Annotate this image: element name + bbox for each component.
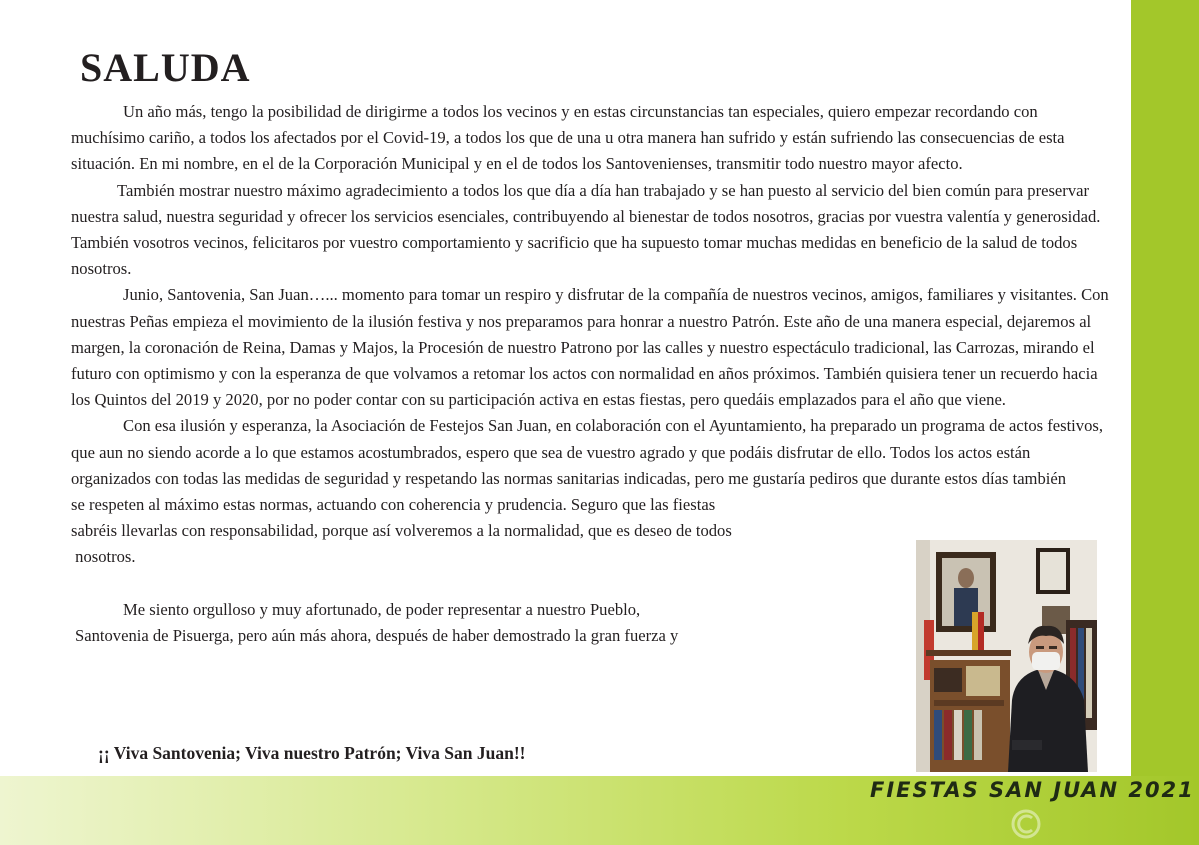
paragraph-2: También mostrar nuestro máximo agradecimiento a todos los que día a día han trabajado y se han puesto al servicio del bien común para preservar nuestra salud, nuestra seguridad y ofrecer los servicios esenciales, contribuyendo al bienestar de todos nosotros, gracias por vuestra valentía y generosidad. También vosotros vecinos, felicitaros por vuestro comportamiento y sacrificio que ha supuesto tomar muchas medidas en beneficio de la salud de todos nosotros. [71, 180, 1101, 279]
paragraph-4-cont-1: se respeten al máximo estas normas, actuando con coherencia y prudencia. Seguro que las fiestas [71, 495, 716, 515]
mayor-photo [916, 540, 1097, 772]
paragraph-3: Junio, Santovenia, San Juan…... momento para tomar un respiro y disfrutar de la compañía de nuestros vecinos, amigos, familiares y visitantes. Con nuestras Peñas empieza el movimiento de la ilusión festiva y nos preparamos para honrar a nuestro Patrón. Este año de una manera especial, dejaremos al margen, la coronación de Reina, Damas y Majos, la Procesión de nuestro Patrono por las calles y nuestro espectáculo tradicional, las Carrozas, mirando el futuro con optimismo y con la esperanza de que volvamos a retomar los actos con normalidad en años próximos. También quisiera tener un recuerdo hacia los Quintos del 2019 y 2020, por no poder contar con su participación activa en estas fiestas, pero quedáis emplazados para el año que viene. [71, 285, 1109, 410]
closing-cheer: ¡¡ Viva Santovenia; Viva nuestro Patrón; Viva San Juan!! [98, 743, 526, 763]
paragraph-4: Con esa ilusión y esperanza, la Asociación de Festejos San Juan, en colaboración con el Ayuntamiento, ha preparado un programa de actos festivos, que aun no siendo acorde a lo que estamos acostumbrados, espero que sea de vuestro agrado y que podáis disfrutar de ello. Todos los actos están organizados con todas las medidas de seguridad y respetando las normas sanitarias indicadas, pero me gustaría pediros que durante estos días también [71, 416, 1103, 488]
paragraph-4-cont-3: nosotros. [71, 547, 136, 567]
paragraph-5: Me siento orgulloso y muy afortunado, de poder representar a nuestro Pueblo, [123, 599, 641, 619]
page-title: SALUDA [80, 45, 251, 90]
faint-watermark-logo-icon [1010, 808, 1042, 840]
paragraph-5-cont: Santovenia de Pisuerga, pero aún más ahora, después de haber demostrado la gran fuerza y [75, 625, 679, 645]
paragraph-4-cont-2: sabréis llevarlas con responsabilidad, porque así volveremos a la normalidad, que es deseo de todos [71, 521, 732, 541]
right-accent-bar [1131, 0, 1199, 845]
paragraph-1: Un año más, tengo la posibilidad de dirigirme a todos los vecinos y en estas circunstancias tan especiales, quiero empezar recordando con muchísimo cariño, a todos los afectados por el Covid-19, a todos los que de una u otra manera han sufrido y están sufriendo las consecuencias de esta situación. En mi nombre, en el de la Corporación Municipal y en el de todos los Santovenienses, transmitir todo nuestro mayor afecto. [71, 102, 1065, 174]
footer-event-title: FIESTAS SAN JUAN 2021 [870, 778, 1195, 802]
